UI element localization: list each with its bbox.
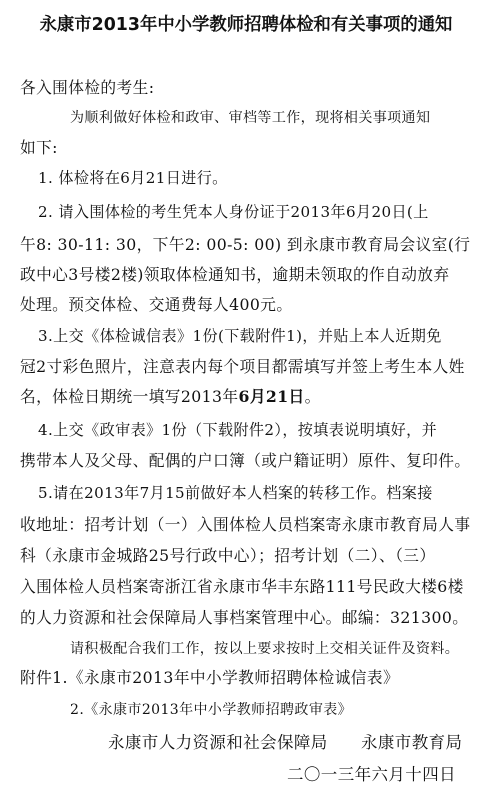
- item-3-end: 。: [304, 387, 321, 406]
- item-5-line-5: 的人力资源和社会保障局人事档案管理中心。邮编：321300。: [20, 608, 469, 627]
- item-5-line-3: 科（永康市金城路25号行政中心）；招考计划（二）、（三）: [20, 546, 436, 565]
- exam-date-emphasis: 6月21日: [238, 387, 305, 406]
- notice-title: 永康市2013年中小学教师招聘体检和有关事项的通知: [39, 15, 453, 35]
- item-3-line-1: 3.上交《体检诚信表》1份(下载附件1)，并贴上本人近期免: [38, 327, 442, 345]
- item-2-line-3: 政中心3号楼2楼)领取体检通知书，逾期未领取的作自动放弃: [20, 265, 450, 284]
- item-5-line-1: 5.请在2013年7月15前做好本人档案的转移工作。档案接: [38, 484, 433, 502]
- item-5-line-2: 收地址：招考计划（一）入围体检人员档案寄永康市教育局人事: [20, 515, 471, 534]
- attachment-2: 2.《永康市2013年中小学教师招聘政审表》: [70, 702, 353, 718]
- item-2-line-4: 处理。预交体检、交通费每人400元。: [20, 295, 293, 314]
- item-1: 1. 体检将在6月21日进行。: [38, 169, 228, 187]
- item-5-line-4: 入围体检人员档案寄浙江省永康市华丰东路111号民政大楼6楼: [20, 577, 464, 596]
- item-2-line-1: 2. 请入围体检的考生凭本人身份证于2013年6月20日(上: [38, 203, 429, 221]
- closing-text: 请积极配合我们工作，按以上要求按时上交相关证件及资料。: [70, 641, 460, 657]
- item-3-text: 名，体检日期统一填写2013年: [20, 387, 239, 406]
- item-4-line-1: 4.上交《政审表》1份（下载附件2），按填表说明填好，并: [38, 421, 438, 439]
- item-4-line-2: 携带本人及父母、配偶的户口簿（或户籍证明）原件、复印件。: [20, 451, 471, 470]
- item-3-line-2: 冠2寸彩色照片，注意表内每个项目都需填写并签上考生本人姓: [20, 357, 465, 376]
- issuer-hrss-bureau: 永康市人力资源和社会保障局: [108, 733, 328, 752]
- attachment-1: 附件1.《永康市2013年中小学教师招聘体检诚信表》: [20, 668, 400, 687]
- issue-date: 二〇一三年六月十四日: [287, 765, 456, 784]
- item-2-line-2: 午8: 30-11: 30，下午2: 00-5: 00) 到永康市教育局会议室(行: [20, 235, 471, 254]
- intro-line-2: 如下:: [20, 138, 58, 157]
- intro-line-1: 为顺利做好体检和政审、审档等工作，现将相关事项通知: [70, 110, 431, 126]
- item-3-line-3: [20, 382, 492, 412]
- issuer-education-bureau: 永康市教育局: [361, 733, 463, 752]
- salutation: 各入围体检的考生:: [20, 78, 155, 97]
